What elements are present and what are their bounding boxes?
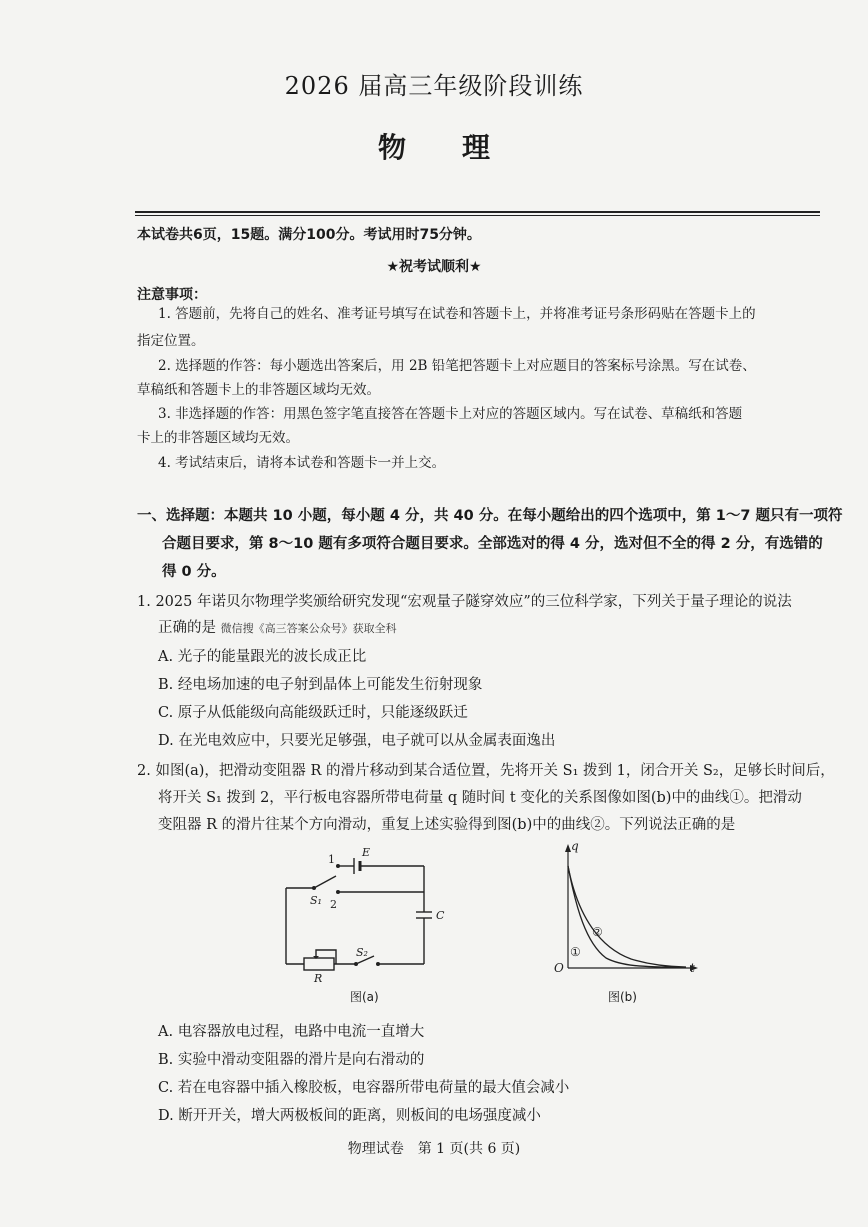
switch-contact: [376, 962, 380, 966]
header-divider-thin: [135, 215, 820, 216]
label-pos1: 1: [328, 853, 335, 866]
label-switch2: S₂: [356, 946, 368, 959]
origin-label: O: [554, 961, 564, 975]
question-1-stem-cont: [158, 616, 397, 637]
question-2-option-b: B. 实验中滑动变阻器的滑片是向右滑动的: [158, 1052, 425, 1068]
exam-info: 本试卷共6页，15题。满分100分。考试用时75分钟。: [137, 227, 481, 243]
resistor-body: [304, 958, 334, 970]
section-instruction: 得 0 分。: [162, 564, 226, 580]
section-instruction: 一、选择题：本题共 10 小题，每小题 4 分，共 40 分。在每小题给出的四个选项中，第 1～7 题只有一项符: [137, 508, 843, 524]
figure-a-caption: 图(a): [350, 990, 379, 1004]
y-axis-label: q: [571, 839, 579, 853]
notice-line: 卡上的非答题区域均无效。: [137, 430, 299, 446]
source-note: 微信搜《高三答案公众号》获取全科: [220, 622, 397, 635]
question-2-stem: 变阻器 R 的滑片往某个方向滑动，重复上述实验得到图(b)中的曲线②。下列说法正确的是: [158, 817, 736, 833]
label-capacitor: C: [436, 909, 445, 922]
slider-wire: [316, 950, 336, 964]
curve-1-label: ①: [570, 945, 581, 959]
exam-title: 2026 届高三年级阶段训练: [284, 72, 584, 100]
notice-line: 4. 考试结束后，请将本试卷和答题卡一并上交。: [158, 455, 446, 471]
switch-contact: [354, 962, 358, 966]
question-1-option-b: B. 经电场加速的电子射到晶体上可能发生衍射现象: [158, 677, 483, 693]
question-1-option-c: C. 原子从低能级向高能级跃迁时，只能逐级跃迁: [158, 705, 468, 721]
notice-line: 3. 非选择题的作答：用黑色签字笔直接答在答题卡上对应的答题区域内。写在试卷、草稿纸和答题: [158, 406, 743, 422]
section-instruction: 合题目要求，第 8～10 题有多项符合题目要求。全部选对的得 4 分，选对但不全的得 2 分，有选错的: [162, 536, 823, 552]
page-footer: 物理试卷 第 1 页(共 6 页): [347, 1141, 521, 1157]
label-resistor: R: [314, 972, 323, 985]
question-2-option-d: D. 断开开关，增大两极板间的距离，则板间的电场强度减小: [158, 1108, 541, 1124]
question-2-stem: 将开关 S₁ 拨到 2，平行板电容器所带电荷量 q 随时间 t 变化的关系图像如图(b)中的曲线①。把滑动: [158, 790, 802, 806]
notice-title: 注意事项：: [137, 287, 207, 303]
question-1-option-d: D. 在光电效应中，只要光足够强，电子就可以从金属表面逸出: [158, 733, 556, 749]
x-axis-label: t: [690, 961, 695, 975]
subject-char: 物: [377, 131, 406, 164]
header-divider: [135, 211, 820, 213]
question-2-option-a: A. 电容器放电过程，电路中电流一直增大: [158, 1024, 425, 1040]
switch-contact: [336, 890, 340, 894]
curve-2: [568, 866, 686, 967]
question-1-option-a: A. 光子的能量跟光的波长成正比: [158, 649, 367, 665]
good-luck-banner: ★祝考试顺利★: [386, 259, 482, 275]
subject-title: [0, 126, 868, 166]
question-2-option-c: C. 若在电容器中插入橡胶板，电容器所带电荷量的最大值会减小: [158, 1080, 570, 1096]
charge-time-graph: [546, 838, 706, 988]
notice-line: 指定位置。: [137, 333, 205, 349]
question-1-stem: 1. 2025 年诺贝尔物理学奖颁给研究发现“宏观量子隧穿效应”的三位科学家，下列关于量子理论的说法: [137, 594, 792, 610]
switch1-blade: [314, 876, 336, 888]
subject-char: 理: [462, 131, 491, 164]
label-pos2: 2: [330, 898, 337, 911]
question-1-stem-end: 正确的是: [158, 620, 216, 636]
figure-b-caption: 图(b): [608, 990, 637, 1004]
notice-line: 2. 选择题的作答：每小题选出答案后，用 2B 铅笔把答题卡上对应题目的答案标号涂黑。写在试卷、: [158, 358, 756, 374]
circuit-diagram: [276, 846, 456, 1006]
label-switch1: S₁: [310, 894, 322, 907]
question-2-stem: 2. 如图(a)，把滑动变阻器 R 的滑片移动到某合适位置，先将开关 S₁ 拨到 1，闭合开关 S₂，足够长时间后，: [137, 763, 835, 779]
notice-line: 1. 答题前，先将自己的姓名、准考证号填写在试卷和答题卡上，并将准考证号条形码贴在答题卡上的: [158, 306, 756, 322]
switch-contact: [312, 886, 316, 890]
switch-contact: [336, 864, 340, 868]
label-battery: E: [362, 846, 371, 859]
curve-2-label: ②: [592, 925, 603, 939]
notice-line: 草稿纸和答题卡上的非答题区域均无效。: [137, 382, 380, 398]
